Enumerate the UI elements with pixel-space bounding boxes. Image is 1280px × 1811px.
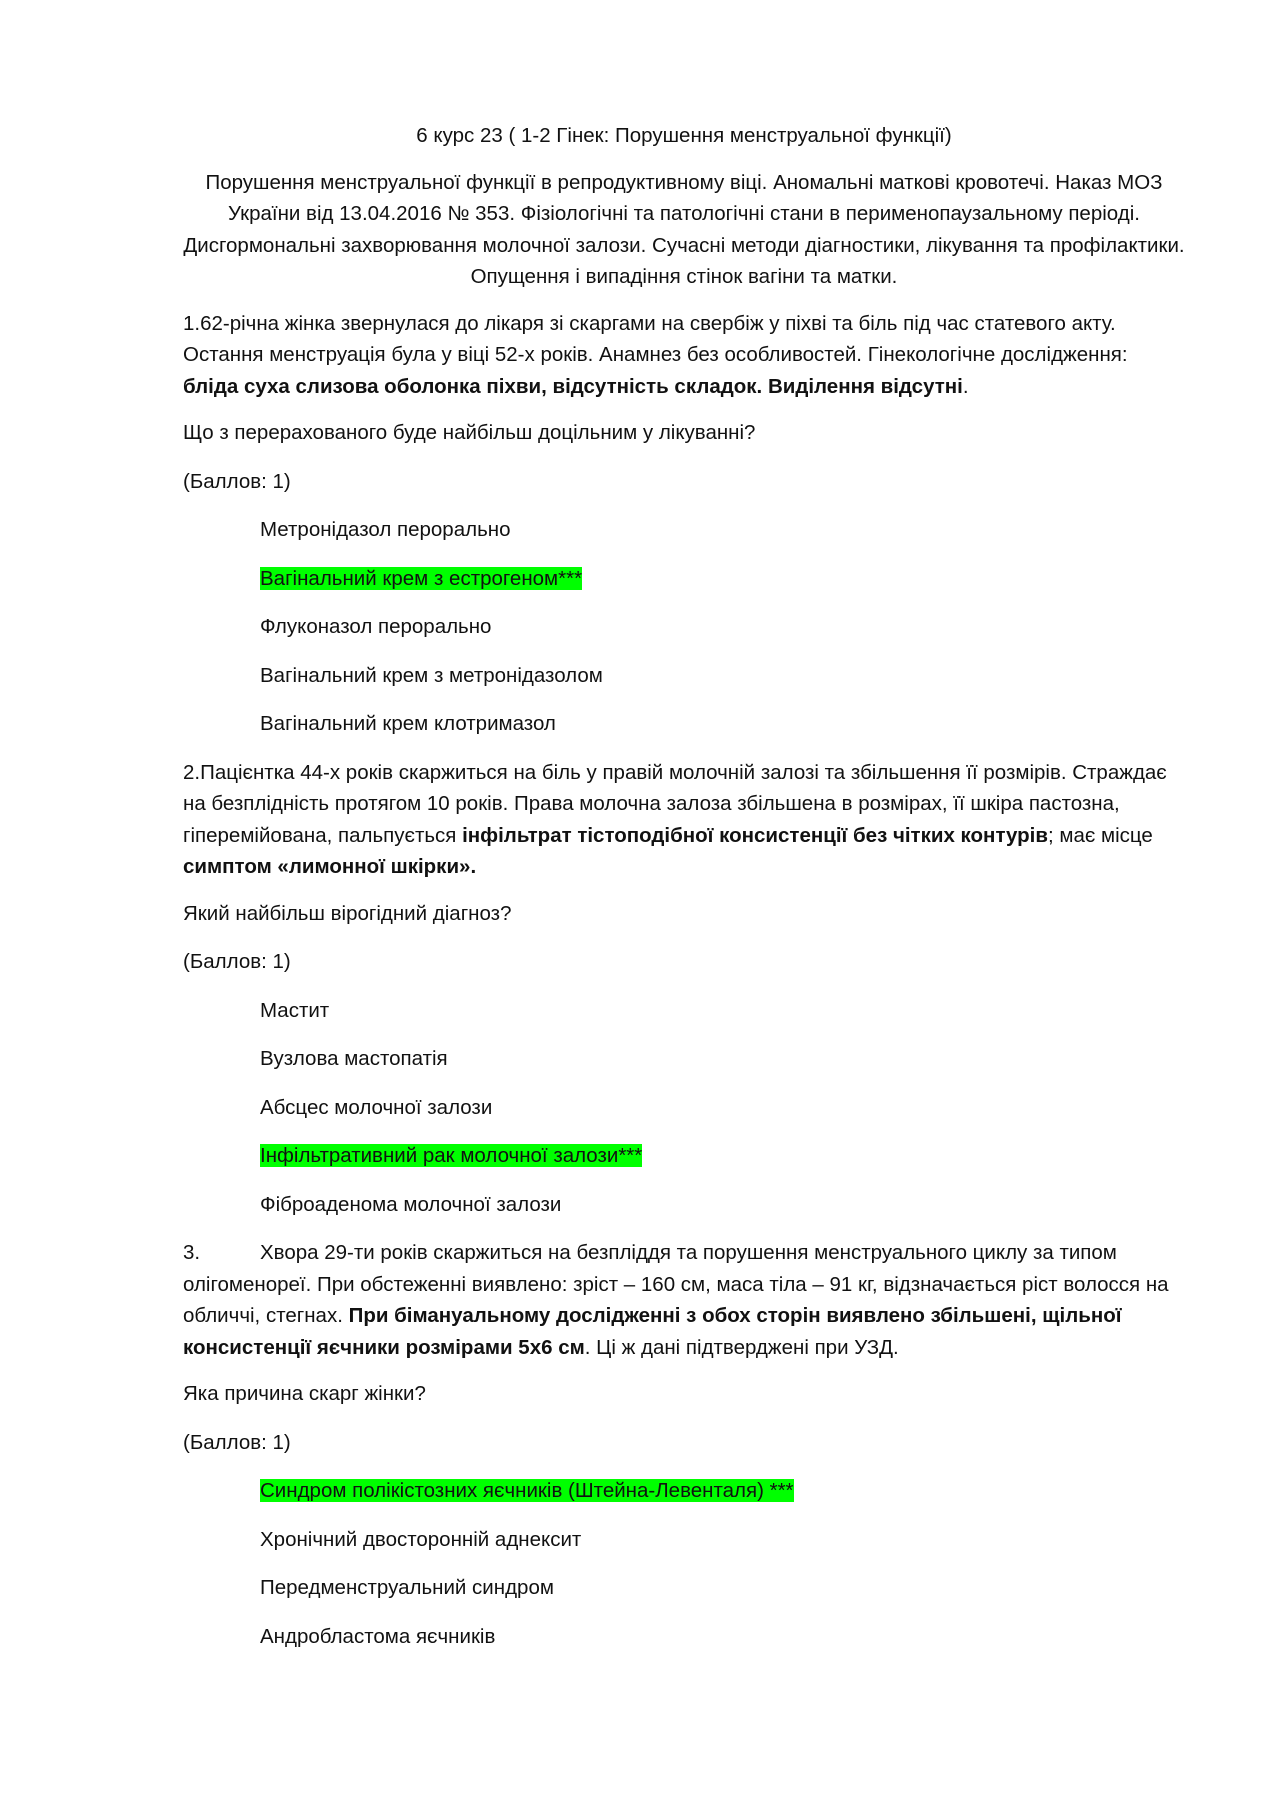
question-prompt: Що з перерахованого буде найбільш доцільним у лікуванні? <box>183 421 756 444</box>
stem-text: 2.Пацієнтка 44-х років скаржиться на біль у правій молочній залозі та збільшення її розмірів. Страждає на безплідність протягом 10 років. Права молочна залоза збільшена в розмірах, її шкіра пастозна, гіперемійована, пальпується <box>183 760 1167 847</box>
answer-option <box>260 1572 1185 1604</box>
question-stem <box>183 757 1185 883</box>
answer-option-text-highlighted: Синдром полікістозних яєчників (Штейна-Левенталя) *** <box>260 1479 794 1502</box>
answer-option <box>260 1043 1185 1075</box>
stem-bold-text: інфільтрат тістоподібної консистенції без чітких контурів <box>462 823 1048 847</box>
question-1 <box>183 308 1185 740</box>
answer-option <box>260 1621 1185 1653</box>
answer-option-text: Мастит <box>260 998 330 1022</box>
question-points: (Баллов: 1) <box>183 1430 291 1454</box>
answer-option-text-highlighted: Інфільтративний рак молочної залози*** <box>260 1144 643 1167</box>
answer-option-text: Вагінальний крем з метронідазолом <box>260 663 603 687</box>
answer-option-text: Фіброаденома молочної залози <box>260 1192 562 1216</box>
stem-text: . Ці ж дані підтверджені при УЗД. <box>584 1335 899 1359</box>
answer-options <box>183 514 1185 740</box>
stem-bold-text: При бімануальному дослідженні з обох сторін виявлено збільшені, щільної консистенції яєчники розмірами 5х6 см <box>183 1304 1122 1359</box>
answer-option-text: Передменструальний синдром <box>260 1576 554 1599</box>
answer-option <box>260 1092 1185 1124</box>
question-2 <box>183 757 1185 1221</box>
question-points: (Баллов: 1) <box>183 469 291 493</box>
answer-option-text-highlighted: Вагінальний крем з естрогеном*** <box>260 566 583 590</box>
answer-option-text: Хронічний двосторонній аднексит <box>260 1527 582 1551</box>
answer-option <box>260 660 1185 692</box>
answer-option-text: Вузлова мастопатія <box>260 1047 448 1070</box>
stem-bold-text: симптом «лимонної шкірки». <box>183 855 477 878</box>
answer-option <box>260 708 1185 740</box>
answer-option-correct <box>260 1475 1185 1507</box>
answer-option-text: Метронідазол перорально <box>260 518 511 541</box>
question-stem <box>183 308 1185 403</box>
stem-bold-text: бліда суха слизова оболонка піхви, відсутність складок. Виділення відсутні <box>183 374 963 398</box>
answer-options <box>183 995 1185 1221</box>
answer-option <box>260 514 1185 546</box>
question-prompt: Який найбільш вірогідний діагноз? <box>183 901 512 925</box>
answer-option <box>260 1524 1185 1556</box>
answer-option-text: Андробластома яєчників <box>260 1624 496 1648</box>
stem-text: 1.62-річна жінка звернулася до лікаря зі скаргами на свербіж у піхві та біль під час статевого акту. Остання менструація була у віці 52-х років. Анамнез без особливостей. Гінекологічне дослідження: <box>183 311 1128 366</box>
answer-options <box>183 1475 1185 1652</box>
answer-option <box>260 995 1185 1027</box>
answer-option-text: Флуконазол перорально <box>260 615 492 638</box>
page-title: 6 курс 23 ( 1-2 Гінек: Порушення менструальної функції) <box>416 124 952 147</box>
stem-text: Хвора 29-ти років скаржиться на безпліддя та порушення менструального циклу за типом олігоменореї. При обстеженні виявлено: зріст – 160 см, маса тіла – 91 кг, відзначається ріст волосся на обличчі, стегнах. <box>183 1241 1169 1327</box>
answer-option-correct <box>260 563 1185 595</box>
answer-option-text: Абсцес молочної залози <box>260 1095 493 1119</box>
stem-text: . <box>962 374 969 398</box>
question-3 <box>183 1237 1185 1652</box>
question-points: (Баллов: 1) <box>183 950 291 973</box>
answer-option-correct <box>260 1140 1185 1172</box>
question-number: 3. <box>183 1241 201 1264</box>
answer-option <box>260 1189 1185 1221</box>
answer-option <box>260 611 1185 643</box>
stem-text: ; має місце <box>1047 823 1153 847</box>
question-stem <box>183 1237 1185 1363</box>
question-prompt: Яка причина скарг жінки? <box>183 1382 426 1405</box>
topic-description: Порушення менструальної функції в репродуктивному віці. Аномальні маткові кровотечі. Наказ МОЗ України від 13.04.2016 № 353. Фізіологічні та патологічні стани в перименопаузальному періоді. Дисгормональні захворювання молочної залози. Сучасні методи діагностики, лікування та профілактики. Опущення і випадіння стінок вагіни та матки. <box>183 170 1185 288</box>
answer-option-text: Вагінальний крем клотримазол <box>260 712 556 735</box>
